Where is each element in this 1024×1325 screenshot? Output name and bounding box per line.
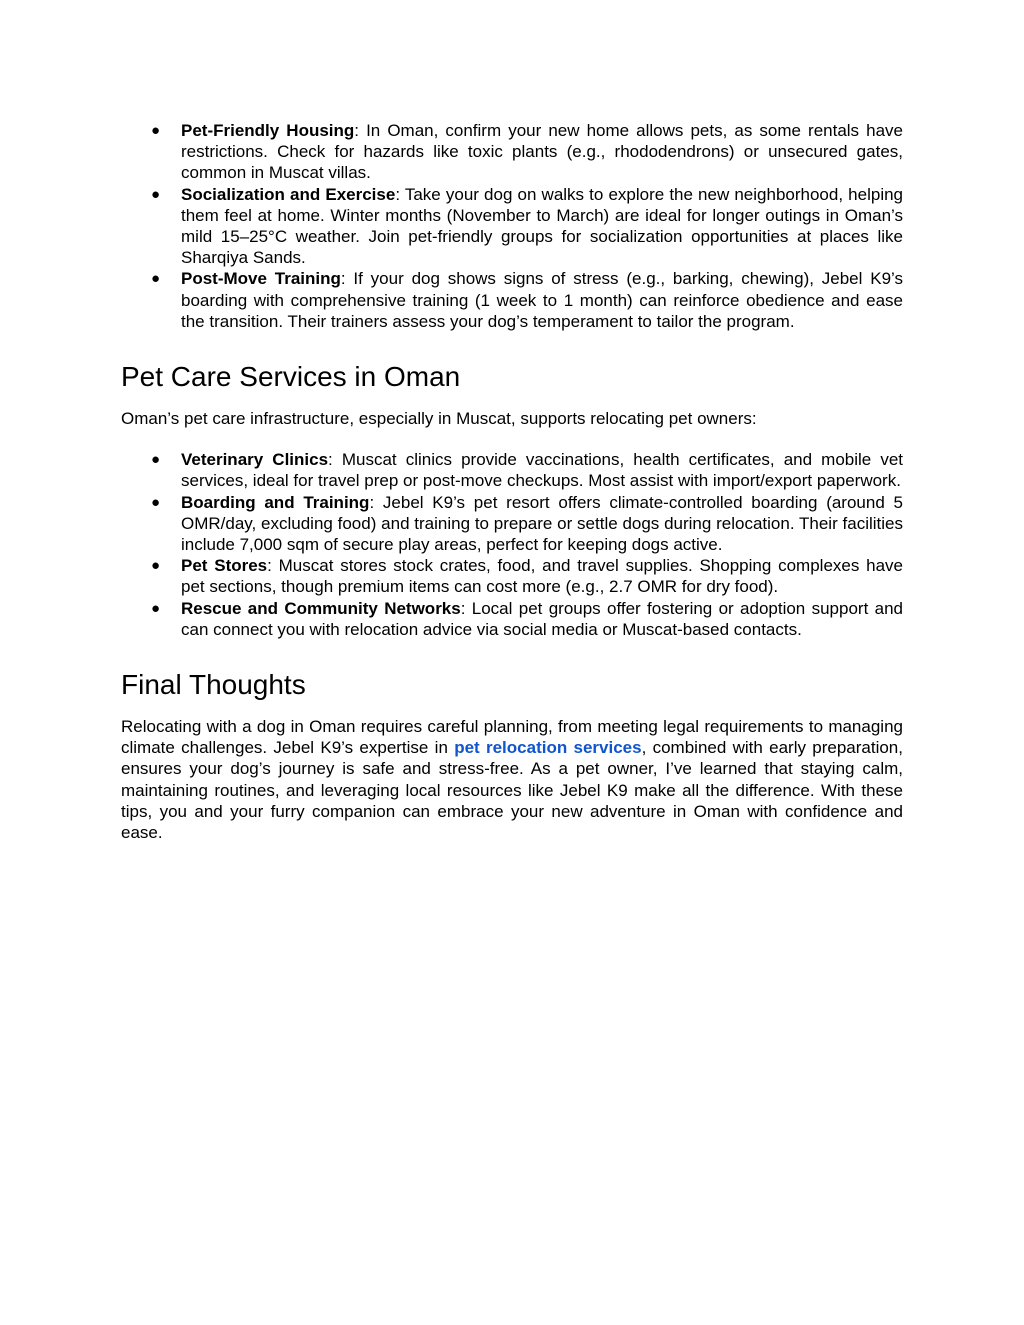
list-item-title: Veterinary Clinics (181, 450, 329, 470)
final-paragraph (121, 716, 903, 843)
tips-list (121, 120, 903, 332)
bullet-icon: ● (151, 270, 161, 288)
paragraph-text: Relocating with a dog in Oman requires careful planning, from meeting legal requirements to managing climate challenges. Jebel K9’s expertise in (121, 717, 903, 758)
list-item-text: : Muscat stores stock crates, food, and travel supplies. Shopping complexes have pet sections, though premium items can cost more (e.g., 2.7 OMR for dry food). (181, 556, 903, 597)
list-item (121, 598, 903, 640)
list-item (121, 555, 903, 597)
list-item-text: : If your dog shows signs of stress (e.g., barking, chewing), Jebel K9’s boarding with comprehensive training (1 week to 1 month) can reinforce obedience and ease the transition. Their trainers assess your dog’s temperament to tailor the program. (181, 269, 903, 331)
list-item-title: Post-Move Training (181, 269, 341, 289)
list-item-text: : Local pet groups offer fostering or adoption support and can connect you with relocation advice via social media or Muscat-based contacts. (181, 598, 903, 639)
list-item (121, 449, 903, 491)
list-item (121, 268, 903, 332)
list-item-title: Pet-Friendly Housing (181, 121, 355, 140)
list-item (121, 492, 903, 556)
list-item-text: : In Oman, confirm your new home allows pets, as some rentals have restrictions. Check for hazards like toxic plants (e.g., rhododendrons) or unsecured gates, common in Muscat villas. (181, 121, 903, 183)
section-heading-pet-care: Pet Care Services in Oman (121, 361, 461, 393)
list-item-title: Rescue and Community Networks (181, 598, 461, 618)
bullet-icon: ● (151, 122, 161, 139)
section-intro: Oman’s pet care infrastructure, especially in Muscat, supports relocating pet owners: (121, 409, 757, 429)
list-item (121, 120, 903, 184)
list-item-text: : Take your dog on walks to explore the new neighborhood, helping them feel at home. Winter months (November to March) are ideal for longer outings in Oman’s mild 15–25°C weather. Join pet-friendly groups for socialization opportunities at places like Sharqiya Sands. (181, 184, 904, 268)
list-item-title: Pet Stores (181, 556, 268, 576)
list-item (121, 184, 903, 269)
bullet-icon: ● (151, 185, 161, 203)
section-heading-final-thoughts: Final Thoughts (121, 669, 306, 701)
paragraph-text: , combined with early preparation, ensures your dog’s journey is safe and stress-free. As a pet owner, I’ve learned that staying calm, maintaining routines, and leveraging local resources like Jebel K9 make all the difference. With these tips, you and your furry companion can embrace your new adventure in Oman with confidence and ease. (121, 738, 903, 843)
document-page (121, 120, 903, 843)
list-item-text: : Muscat clinics provide vaccinations, health certificates, and mobile vet services, ideal for travel prep or post-move checkups. Most assist with import/export paperwork. (181, 450, 904, 491)
list-item-title: Boarding and Training (181, 492, 370, 512)
list-item-text: : Jebel K9’s pet resort offers climate-controlled boarding (around 5 OMR/day, excluding food) and training to prepare or settle dogs during relocation. Their facilities include 7,000 sqm of secure play areas, perfect for keeping dogs active. (181, 492, 903, 555)
list-item-title: Socialization and Exercise (181, 184, 396, 204)
bullet-icon: ● (151, 493, 161, 511)
services-list (121, 449, 903, 640)
pet-relocation-services-link[interactable]: pet relocation services (454, 738, 642, 758)
bullet-icon: ● (151, 451, 161, 469)
bullet-icon: ● (151, 557, 161, 575)
bullet-icon: ● (151, 599, 161, 617)
